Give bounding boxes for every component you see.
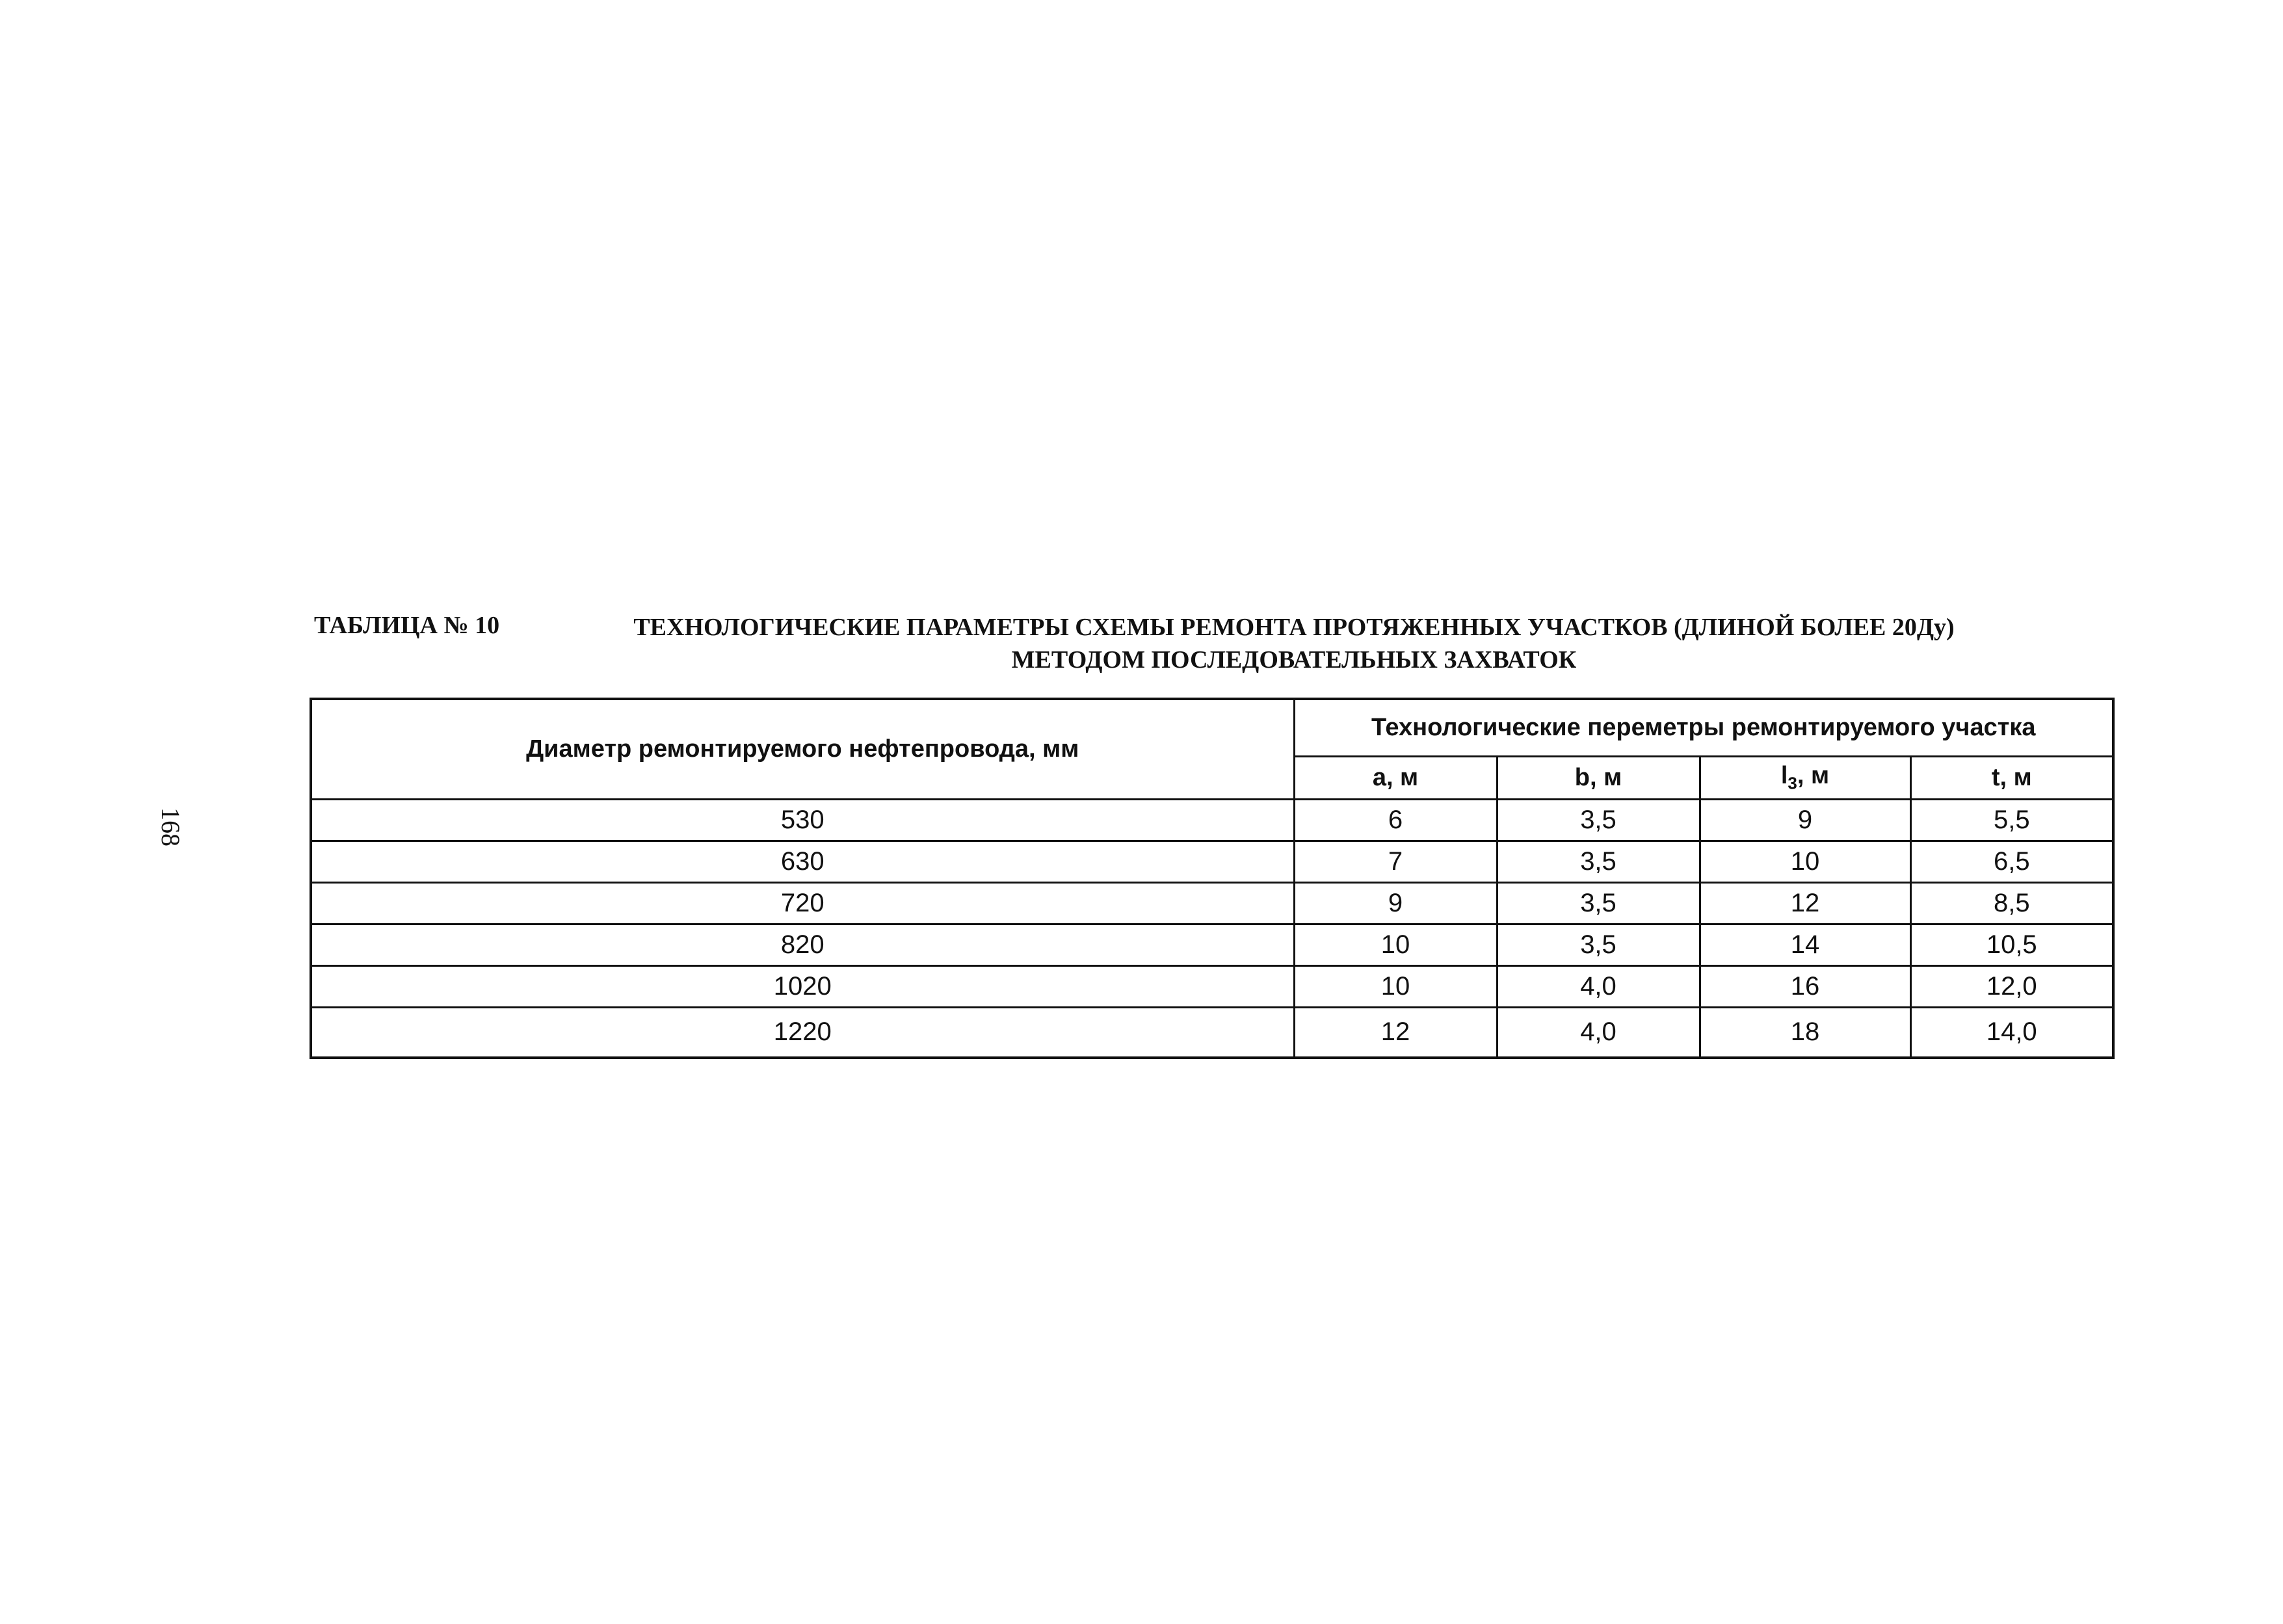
table-header-row bbox=[311, 699, 2113, 756]
header-diameter: Диаметр ремонтируемого нефтепровода, мм bbox=[311, 699, 1294, 799]
cell-diameter: 1220 bbox=[311, 1007, 1294, 1058]
table-row bbox=[311, 1007, 2113, 1058]
cell-diameter: 720 bbox=[311, 882, 1294, 924]
table-row bbox=[311, 965, 2113, 1007]
cell-l3: 9 bbox=[1700, 799, 1910, 841]
cell-diameter: 630 bbox=[311, 841, 1294, 882]
cell-t: 6,5 bbox=[1910, 841, 2113, 882]
header-col-a: a, м bbox=[1294, 756, 1497, 799]
page-number: 168 bbox=[156, 807, 185, 846]
cell-b: 4,0 bbox=[1497, 1007, 1700, 1058]
cell-a: 6 bbox=[1294, 799, 1497, 841]
cell-a: 12 bbox=[1294, 1007, 1497, 1058]
table-title-line-2: МЕТОДОМ ПОСЛЕДОВАТЕЛЬНЫХ ЗАХВАТОК bbox=[1011, 646, 1577, 674]
cell-t: 5,5 bbox=[1910, 799, 2113, 841]
parameters-table bbox=[310, 698, 2115, 1059]
header-col-b: b, м bbox=[1497, 756, 1700, 799]
cell-t: 8,5 bbox=[1910, 882, 2113, 924]
header-parameters-group: Технологические переметры ремонтируемого участка bbox=[1294, 699, 2113, 756]
cell-b: 3,5 bbox=[1497, 924, 1700, 965]
cell-b: 3,5 bbox=[1497, 841, 1700, 882]
table-row bbox=[311, 799, 2113, 841]
cell-diameter: 820 bbox=[311, 924, 1294, 965]
cell-a: 10 bbox=[1294, 924, 1497, 965]
cell-t: 12,0 bbox=[1910, 965, 2113, 1007]
table-title-line-1: ТЕХНОЛОГИЧЕСКИЕ ПАРАМЕТРЫ СХЕМЫ РЕМОНТА ПРОТЯЖЕННЫХ УЧАСТКОВ (ДЛИНОЙ БОЛЕЕ 20Ду) bbox=[633, 614, 1955, 641]
cell-l3: 14 bbox=[1700, 924, 1910, 965]
cell-diameter: 1020 bbox=[311, 965, 1294, 1007]
header-col-l3-subscript: 3 bbox=[1788, 773, 1797, 793]
cell-b: 3,5 bbox=[1497, 882, 1700, 924]
cell-l3: 18 bbox=[1700, 1007, 1910, 1058]
header-col-l3-main: l bbox=[1780, 761, 1788, 789]
table-title bbox=[559, 611, 2029, 676]
table-row bbox=[311, 882, 2113, 924]
cell-t: 10,5 bbox=[1910, 924, 2113, 965]
table-row bbox=[311, 841, 2113, 882]
cell-l3: 12 bbox=[1700, 882, 1910, 924]
cell-a: 10 bbox=[1294, 965, 1497, 1007]
cell-l3: 10 bbox=[1700, 841, 1910, 882]
cell-l3: 16 bbox=[1700, 965, 1910, 1007]
table-label: ТАБЛИЦА № 10 bbox=[314, 612, 500, 639]
cell-b: 4,0 bbox=[1497, 965, 1700, 1007]
cell-b: 3,5 bbox=[1497, 799, 1700, 841]
table-row bbox=[311, 924, 2113, 965]
header-col-l3-unit: , м bbox=[1797, 761, 1830, 789]
cell-a: 9 bbox=[1294, 882, 1497, 924]
cell-diameter: 530 bbox=[311, 799, 1294, 841]
header-col-t: t, м bbox=[1910, 756, 2113, 799]
header-col-l3 bbox=[1700, 756, 1910, 799]
cell-t: 14,0 bbox=[1910, 1007, 2113, 1058]
cell-a: 7 bbox=[1294, 841, 1497, 882]
